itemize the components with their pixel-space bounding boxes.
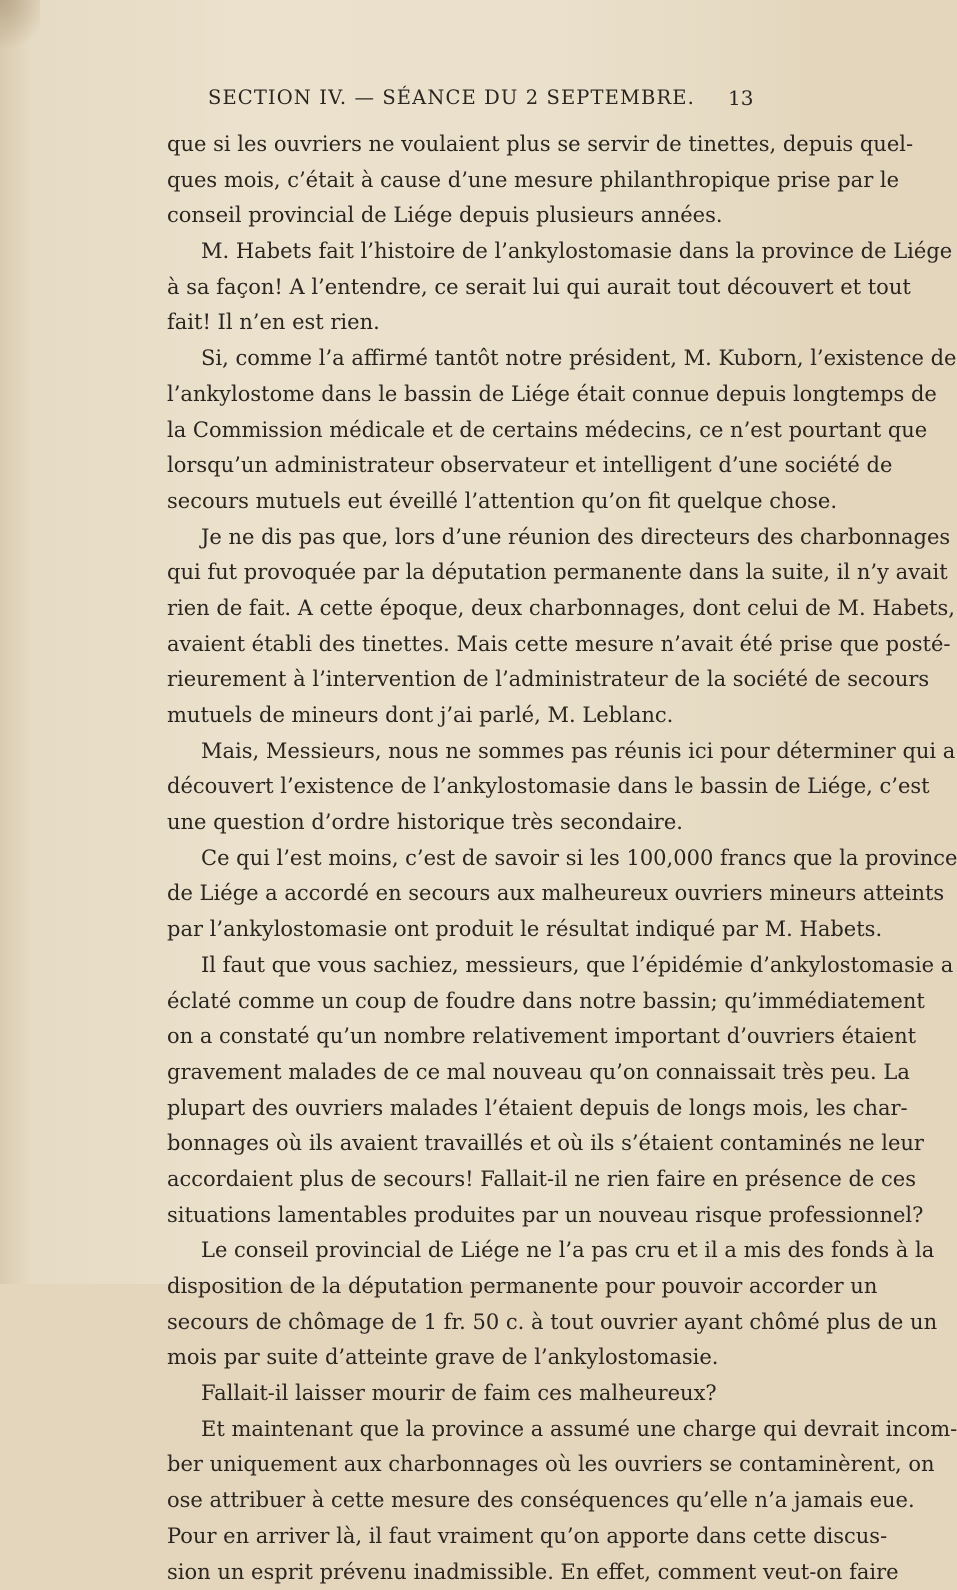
- text-line: mois par suite d’atteinte grave de l’ankylostomasie.: [167, 1340, 775, 1376]
- text-line: Ce qui l’est moins, c’est de savoir si les 100,000 francs que la province: [167, 841, 775, 877]
- text-line: fait! Il n’en est rien.: [167, 305, 775, 341]
- body-text: [167, 127, 775, 1590]
- text-line: rien de fait. A cette époque, deux charbonnages, dont celui de M. Habets,: [167, 591, 775, 627]
- text-line: Pour en arriver là, il faut vraiment qu’on apporte dans cette discus-: [167, 1519, 775, 1555]
- page-corner-shadow: [0, 0, 40, 60]
- text-line: situations lamentables produites par un nouveau risque professionnel?: [167, 1198, 775, 1234]
- text-line: secours de chômage de 1 fr. 50 c. à tout ouvrier ayant chômé plus de un: [167, 1305, 775, 1341]
- text-line: M. Habets fait l’histoire de l’ankylostomasie dans la province de Liége: [167, 234, 775, 270]
- text-line: l’ankylostome dans le bassin de Liége était connue depuis longtemps de: [167, 377, 775, 413]
- text-line: plupart des ouvriers malades l’étaient depuis de longs mois, les char-: [167, 1091, 775, 1127]
- text-line: Le conseil provincial de Liége ne l’a pas cru et il a mis des fonds à la: [167, 1233, 775, 1269]
- text-line: avaient établi des tinettes. Mais cette mesure n’avait été prise que posté-: [167, 627, 775, 663]
- text-line: ber uniquement aux charbonnages où les ouvriers se contaminèrent, on: [167, 1447, 775, 1483]
- text-line: lorsqu’un administrateur observateur et intelligent d’une société de: [167, 448, 775, 484]
- text-line: par l’ankylostomasie ont produit le résultat indiqué par M. Habets.: [167, 912, 775, 948]
- text-line: de Liége a accordé en secours aux malheureux ouvriers mineurs atteints: [167, 876, 775, 912]
- text-line: à sa façon! A l’entendre, ce serait lui qui aurait tout découvert et tout: [167, 270, 775, 306]
- text-line: ose attribuer à cette mesure des conséquences qu’elle n’a jamais eue.: [167, 1483, 775, 1519]
- running-header: [0, 86, 800, 116]
- text-line: une question d’ordre historique très secondaire.: [167, 805, 775, 841]
- text-line: secours mutuels eut éveillé l’attention qu’on fit quelque chose.: [167, 484, 775, 520]
- text-line: accordaient plus de secours! Fallait-il ne rien faire en présence de ces: [167, 1162, 775, 1198]
- text-line: Je ne dis pas que, lors d’une réunion des directeurs des charbonnages: [167, 520, 775, 556]
- text-line: ques mois, c’était à cause d’une mesure philanthropique prise par le: [167, 163, 775, 199]
- text-line: la Commission médicale et de certains médecins, ce n’est pourtant que: [167, 413, 775, 449]
- text-line: mutuels de mineurs dont j’ai parlé, M. Leblanc.: [167, 698, 775, 734]
- text-line: Il faut que vous sachiez, messieurs, que l’épidémie d’ankylostomasie a: [167, 948, 775, 984]
- text-line: bonnages où ils avaient travaillés et où ils s’étaient contaminés ne leur: [167, 1126, 775, 1162]
- running-title: SECTION IV. — SÉANCE DU 2 SEPTEMBRE.: [208, 86, 695, 109]
- text-line: Fallait-il laisser mourir de faim ces malheureux?: [167, 1376, 775, 1412]
- text-line: disposition de la députation permanente pour pouvoir accorder un: [167, 1269, 775, 1305]
- text-line: conseil provincial de Liége depuis plusieurs années.: [167, 198, 775, 234]
- text-line: gravement malades de ce mal nouveau qu’on connaissait très peu. La: [167, 1055, 775, 1091]
- text-line: rieurement à l’intervention de l’administrateur de la société de secours: [167, 662, 775, 698]
- text-line: découvert l’existence de l’ankylostomasie dans le bassin de Liége, c’est: [167, 769, 775, 805]
- text-line: Mais, Messieurs, nous ne sommes pas réunis ici pour déterminer qui a: [167, 734, 775, 770]
- text-line: éclaté comme un coup de foudre dans notre bassin; qu’immédiatement: [167, 984, 775, 1020]
- text-line: Si, comme l’a affirmé tantôt notre président, M. Kuborn, l’existence de: [167, 341, 775, 377]
- page-number: 13: [728, 86, 753, 110]
- text-line: Et maintenant que la province a assumé une charge qui devrait incom-: [167, 1412, 775, 1448]
- text-line: qui fut provoquée par la députation permanente dans la suite, il n’y avait: [167, 555, 775, 591]
- text-line: que si les ouvriers ne voulaient plus se servir de tinettes, depuis quel-: [167, 127, 775, 163]
- text-line: sion un esprit prévenu inadmissible. En effet, comment veut-on faire: [167, 1555, 775, 1590]
- text-line: on a constaté qu’un nombre relativement important d’ouvriers étaient: [167, 1019, 775, 1055]
